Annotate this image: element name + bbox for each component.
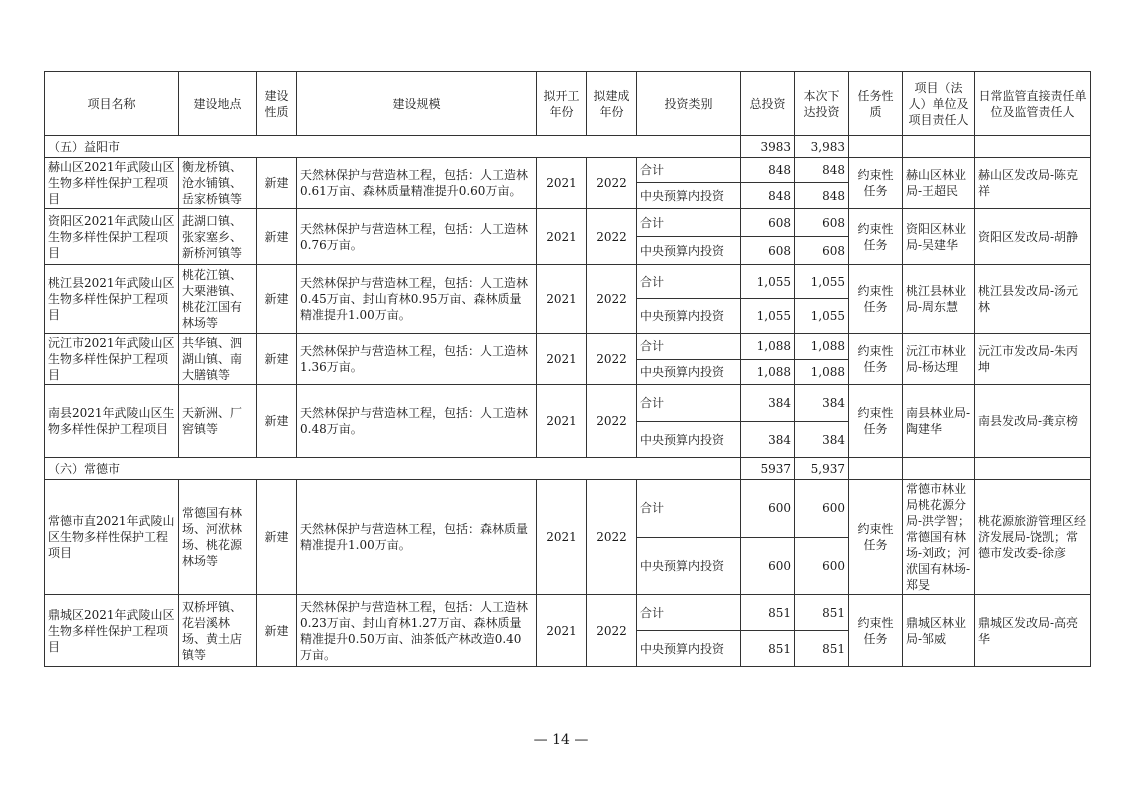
project-start-year: 2021 [537, 595, 587, 667]
invest-issued: 1,088 [795, 359, 849, 385]
invest-type-central: 中央预算内投资 [637, 359, 741, 385]
task-nature: 约束性任务 [849, 158, 903, 209]
table-row [45, 480, 1091, 538]
header-name: 项目名称 [45, 72, 179, 136]
project-end-year: 2022 [587, 209, 637, 265]
invest-issued: 1,055 [795, 299, 849, 334]
project-unit: 常德市林业局桃花源分局-洪学智；常德国有林场-刘政；河洑国有林场-郑旻 [903, 480, 975, 595]
invest-issued: 1,088 [795, 334, 849, 360]
project-unit: 桃江县林业局-周东慧 [903, 265, 975, 334]
project-start-year: 2021 [537, 385, 587, 458]
section-row [45, 136, 1091, 158]
project-name: 南县2021年武陵山区生物多样性保护工程项目 [45, 385, 179, 458]
header-supervisor: 日常监管直接责任单位及监管责任人 [975, 72, 1091, 136]
section-issued: 5,937 [795, 458, 849, 480]
project-unit: 鼎城区林业局-邹威 [903, 595, 975, 667]
task-nature: 约束性任务 [849, 480, 903, 595]
header-invest-type: 投资类别 [637, 72, 741, 136]
invest-issued: 851 [795, 595, 849, 631]
section-total: 5937 [741, 458, 795, 480]
invest-total: 851 [741, 631, 795, 667]
task-nature: 约束性任务 [849, 209, 903, 265]
header-unit: 项目（法人）单位及项目责任人 [903, 72, 975, 136]
project-supervisor: 鼎城区发改局-高亮华 [975, 595, 1091, 667]
header-row [45, 72, 1091, 136]
project-location: 衡龙桥镇、沧水铺镇、岳家桥镇等 [179, 158, 257, 209]
project-scale: 天然林保护与营造林工程，包括：人工造林0.48万亩。 [297, 385, 537, 458]
invest-issued: 848 [795, 158, 849, 183]
header-total: 总投资 [741, 72, 795, 136]
invest-type-total: 合计 [637, 158, 741, 183]
project-name: 鼎城区2021年武陵山区生物多样性保护工程项目 [45, 595, 179, 667]
project-location: 共华镇、泗湖山镇、南大膳镇等 [179, 334, 257, 385]
section-row [45, 458, 1091, 480]
invest-issued: 851 [795, 631, 849, 667]
invest-type-central: 中央预算内投资 [637, 183, 741, 209]
project-end-year: 2022 [587, 480, 637, 595]
project-unit: 南县林业局-陶建华 [903, 385, 975, 458]
project-table [44, 71, 1091, 667]
table-row [45, 385, 1091, 422]
project-unit: 赫山区林业局-王超民 [903, 158, 975, 209]
invest-issued: 848 [795, 183, 849, 209]
invest-total: 608 [741, 209, 795, 237]
task-nature: 约束性任务 [849, 385, 903, 458]
project-name: 资阳区2021年武陵山区生物多样性保护工程项目 [45, 209, 179, 265]
project-scale: 天然林保护与营造林工程，包括：森林质量精准提升1.00万亩。 [297, 480, 537, 595]
project-scale: 天然林保护与营造林工程，包括：人工造林0.45万亩、封山育林0.95万亩、森林质量精准提升1.00万亩。 [297, 265, 537, 334]
project-name: 桃江县2021年武陵山区生物多样性保护工程项目 [45, 265, 179, 334]
invest-total: 848 [741, 183, 795, 209]
invest-issued: 608 [795, 209, 849, 237]
invest-issued: 1,055 [795, 265, 849, 299]
invest-issued: 600 [795, 537, 849, 595]
invest-total: 1,055 [741, 265, 795, 299]
project-nature: 新建 [257, 385, 297, 458]
project-end-year: 2022 [587, 158, 637, 209]
invest-total: 1,088 [741, 334, 795, 360]
invest-total: 608 [741, 237, 795, 265]
header-scale: 建设规模 [297, 72, 537, 136]
project-start-year: 2021 [537, 480, 587, 595]
project-location: 天新洲、厂窖镇等 [179, 385, 257, 458]
invest-type-total: 合计 [637, 480, 741, 538]
project-name: 沅江市2021年武陵山区生物多样性保护工程项目 [45, 334, 179, 385]
header-issued: 本次下达投资 [795, 72, 849, 136]
invest-total: 848 [741, 158, 795, 183]
project-start-year: 2021 [537, 158, 587, 209]
project-start-year: 2021 [537, 265, 587, 334]
project-start-year: 2021 [537, 334, 587, 385]
project-scale: 天然林保护与营造林工程，包括：人工造林1.36万亩。 [297, 334, 537, 385]
invest-total: 851 [741, 595, 795, 631]
project-unit: 资阳区林业局-吴建华 [903, 209, 975, 265]
header-task-nature: 任务性质 [849, 72, 903, 136]
invest-type-total: 合计 [637, 265, 741, 299]
invest-type-total: 合计 [637, 209, 741, 237]
project-end-year: 2022 [587, 595, 637, 667]
header-end-year: 拟建成年份 [587, 72, 637, 136]
project-scale: 天然林保护与营造林工程，包括：人工造林0.76万亩。 [297, 209, 537, 265]
project-nature: 新建 [257, 265, 297, 334]
project-supervisor: 桃江县发改局-汤元林 [975, 265, 1091, 334]
invest-total: 600 [741, 537, 795, 595]
invest-issued: 600 [795, 480, 849, 538]
invest-total: 600 [741, 480, 795, 538]
project-nature: 新建 [257, 209, 297, 265]
invest-type-total: 合计 [637, 385, 741, 422]
project-name: 常德市直2021年武陵山区生物多样性保护工程项目 [45, 480, 179, 595]
table-row [45, 265, 1091, 299]
invest-issued: 384 [795, 385, 849, 422]
project-location: 茈湖口镇、张家塞乡、新桥河镇等 [179, 209, 257, 265]
invest-type-central: 中央预算内投资 [637, 237, 741, 265]
invest-type-total: 合计 [637, 334, 741, 360]
invest-total: 1,055 [741, 299, 795, 334]
invest-total: 1,088 [741, 359, 795, 385]
invest-type-central: 中央预算内投资 [637, 631, 741, 667]
project-supervisor: 桃花源旅游管理区经济发展局-饶凯；常德市发改委-徐彦 [975, 480, 1091, 595]
project-location: 桃花江镇、大栗港镇、桃花江国有林场等 [179, 265, 257, 334]
project-supervisor: 资阳区发改局-胡静 [975, 209, 1091, 265]
section-title: （五）益阳市 [45, 136, 741, 158]
header-start-year: 拟开工年份 [537, 72, 587, 136]
project-scale: 天然林保护与营造林工程，包括：人工造林0.61万亩、森林质量精准提升0.60万亩。 [297, 158, 537, 209]
project-name: 赫山区2021年武陵山区生物多样性保护工程项目 [45, 158, 179, 209]
project-end-year: 2022 [587, 265, 637, 334]
header-nature: 建设性质 [257, 72, 297, 136]
project-end-year: 2022 [587, 385, 637, 458]
project-location: 双桥坪镇、花岩溪林场、黄土店镇等 [179, 595, 257, 667]
invest-type-central: 中央预算内投资 [637, 537, 741, 595]
table-row [45, 595, 1091, 631]
section-issued: 3,983 [795, 136, 849, 158]
project-supervisor: 南县发改局-龚京榜 [975, 385, 1091, 458]
invest-issued: 384 [795, 422, 849, 458]
project-nature: 新建 [257, 158, 297, 209]
project-supervisor: 沅江市发改局-朱丙坤 [975, 334, 1091, 385]
project-supervisor: 赫山区发改局-陈克祥 [975, 158, 1091, 209]
project-nature: 新建 [257, 595, 297, 667]
table-row [45, 209, 1091, 237]
project-scale: 天然林保护与营造林工程，包括：人工造林0.23万亩、封山育林1.27万亩、森林质量精准提升0.50万亩、油茶低产林改造0.40万亩。 [297, 595, 537, 667]
task-nature: 约束性任务 [849, 595, 903, 667]
page-number: — 14 — [533, 732, 589, 748]
invest-type-central: 中央预算内投资 [637, 299, 741, 334]
header-location: 建设地点 [179, 72, 257, 136]
task-nature: 约束性任务 [849, 265, 903, 334]
invest-total: 384 [741, 385, 795, 422]
invest-issued: 608 [795, 237, 849, 265]
project-nature: 新建 [257, 334, 297, 385]
section-total: 3983 [741, 136, 795, 158]
project-location: 常德国有林场、河洑林场、桃花源林场等 [179, 480, 257, 595]
project-end-year: 2022 [587, 334, 637, 385]
project-unit: 沅江市林业局-杨达理 [903, 334, 975, 385]
section-title: （六）常德市 [45, 458, 741, 480]
project-start-year: 2021 [537, 209, 587, 265]
task-nature: 约束性任务 [849, 334, 903, 385]
table-row [45, 158, 1091, 183]
table-row [45, 334, 1091, 360]
invest-total: 384 [741, 422, 795, 458]
project-nature: 新建 [257, 480, 297, 595]
invest-type-central: 中央预算内投资 [637, 422, 741, 458]
invest-type-total: 合计 [637, 595, 741, 631]
